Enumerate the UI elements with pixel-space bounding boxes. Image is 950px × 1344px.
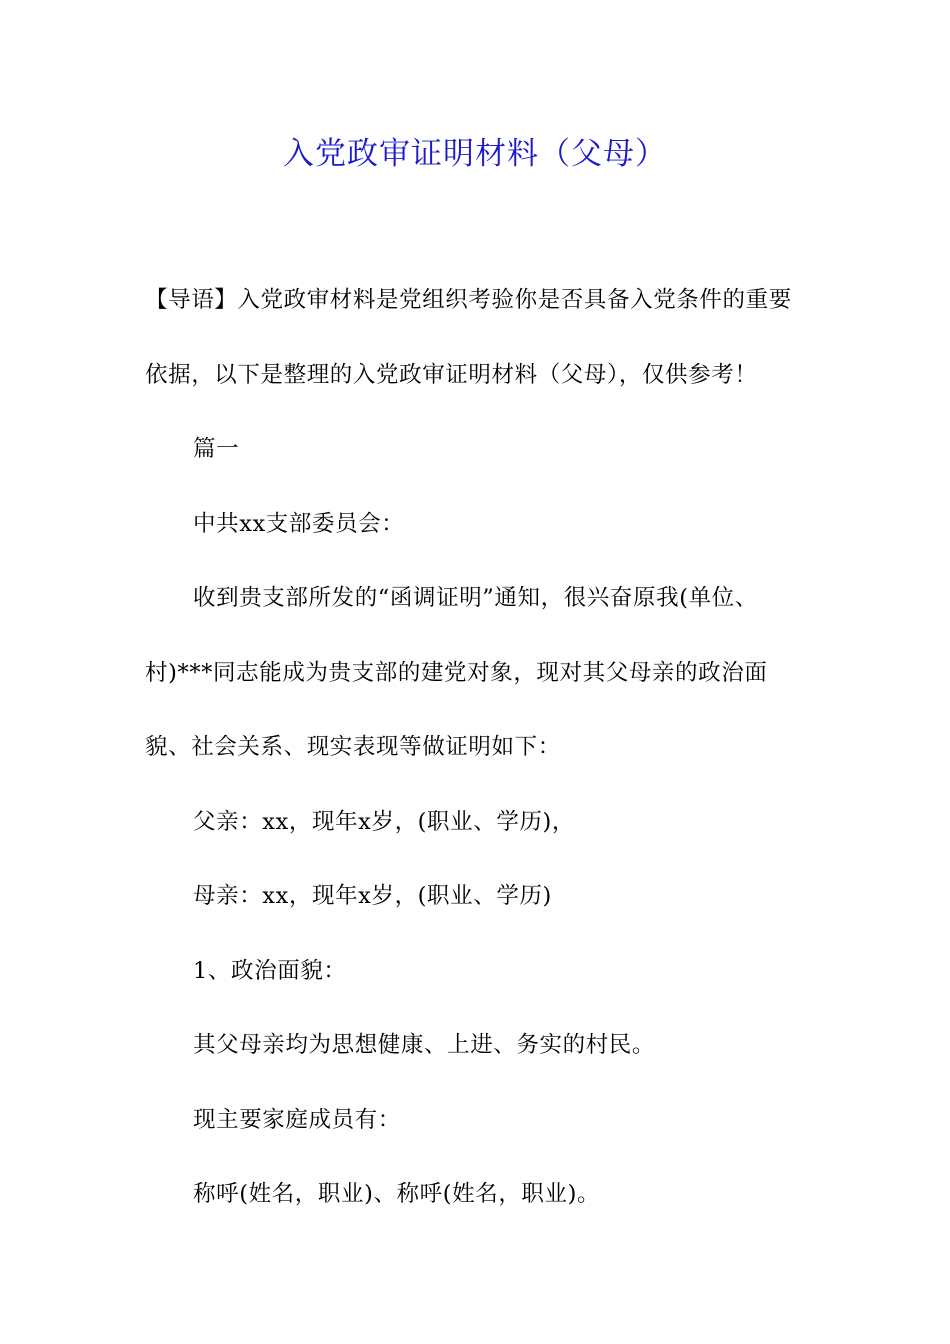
family-members-heading: 现主要家庭成员有：	[193, 1106, 401, 1133]
mother-info: 母亲：xx，现年x岁，(职业、学历)	[193, 883, 552, 909]
document-body	[145, 263, 810, 1232]
section-heading: 篇一	[193, 436, 240, 462]
document-title: 入党政审证明材料（父母）	[283, 136, 667, 172]
family-members-list: 称呼(姓名，职业)、称呼(姓名，职业)。	[193, 1181, 601, 1207]
political-status-heading: 1、政治面貌：	[193, 957, 347, 984]
salutation: 中共xx支部委员会：	[193, 510, 405, 537]
political-status-text: 其父母亲均为思想健康、上进、务实的村民。	[193, 1032, 656, 1058]
father-info: 父亲：xx，现年x岁，(职业、学历)，	[193, 808, 576, 835]
intro-paragraph: 【导语】入党政审材料是党组织考验你是否具备入党条件的重要依据，以下是整理的入党政审证明材料（父母），仅供参考！	[145, 287, 792, 388]
body-paragraph: 收到贵支部所发的“函调证明”通知，很兴奋原我(单位、村)***同志能成为贵支部的建党对象，现对其父母亲的政治面貌、社会关系、现实表现等做证明如下：	[145, 585, 768, 760]
